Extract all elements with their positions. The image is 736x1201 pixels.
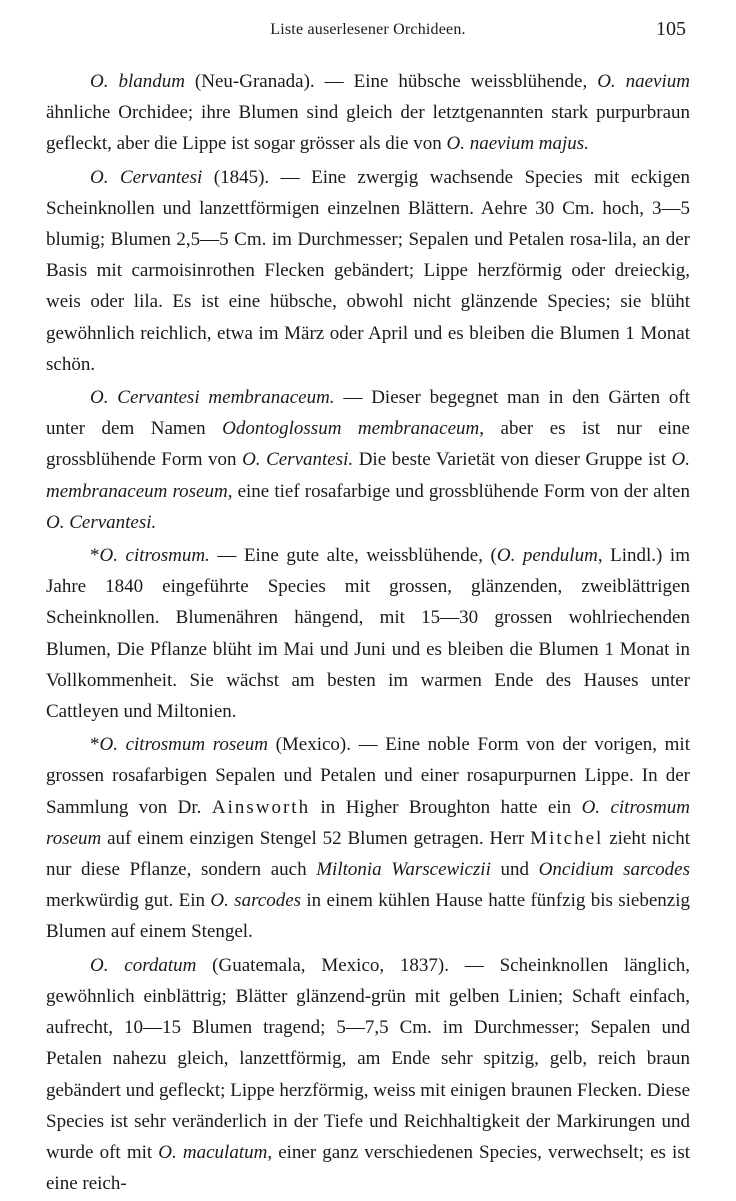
- text-run: zieht nicht nur diese Pflanze, sondern auch: [46, 827, 690, 881]
- text-run: , eine tief rosafarbige und grossblühende Form von der alten: [227, 480, 690, 502]
- italic-name: Oncidium sarcodes: [538, 859, 691, 881]
- paragraph-o-cervantesi-membranaceum: [46, 382, 690, 538]
- text-run: ähnliche Orchidee; ihre Blumen sind gleich der letztgenannten stark purpurbraun gefleckt, aber die Lippe ist sogar grösser als die von: [46, 102, 690, 155]
- text-run: Die beste Varietät von dieser Gruppe ist: [353, 449, 672, 471]
- page-number: 105: [656, 18, 686, 40]
- italic-name: O. maculatum: [158, 1141, 268, 1163]
- paragraph-o-blandum: [46, 66, 690, 160]
- italic-name: O. naevium: [597, 71, 690, 92]
- italic-name: O. sarcodes: [210, 890, 302, 912]
- italic-name: O. cordatum: [90, 954, 197, 976]
- text-run: , Lindl.) im Jahre 1840 eingeführte Species mit grossen, glänzenden, zweiblättrigen Scheinknollen. Blumenähren hängend, mit 15—30 grossen wohlriechenden Blumen, Die Pflanze blüht im Mai und Juni und es bleiben die Blumen 1 Monat in Vollkommenheit. Sie wächst am besten im warmen Ende des Hauses unter Cattleyen und Miltonien.: [46, 545, 690, 723]
- paragraph-o-citrosmum: [46, 540, 690, 727]
- text-run: — Dieser begegnet man in den Gärten oft unter dem Namen: [46, 387, 690, 440]
- italic-name: O. membranaceum roseum: [46, 449, 690, 502]
- text-run: — Eine gute alte, weissblühende, (: [209, 545, 497, 567]
- text-run: , einer ganz verschiedenen Species, verwechselt; es ist eine reich-: [46, 1141, 690, 1195]
- text-run: *: [90, 734, 100, 756]
- spaced-name: Mitchel: [530, 827, 604, 849]
- italic-name: O. naevium majus.: [446, 133, 589, 155]
- italic-name: O. citrosmum roseum: [46, 796, 690, 849]
- paragraph-o-citrosmum-roseum: [46, 729, 690, 947]
- text-run: (Mexico). — Eine noble Form von der vorigen, mit grossen rosafarbigen Sepalen und Petalen und einer rosapurpurnen Lippe. In der Sammlung von Dr.: [46, 734, 690, 818]
- paragraph-o-cervantesi: [46, 162, 690, 380]
- text-run: (1845). — Eine zwergig wachsende Species mit eckigen Scheinknollen und lanzettförmigen einzelnen Blättern. Aehre 30 Cm. hoch, 3—5 blumig; Blumen 2,5—5 Cm. im Durchmesser; Sepalen und Petalen rosa-lila, an der Basis mit carmoisinrothen Flecken gebändert; Lippe herzförmig oder dreieckig, weis oder lila. Es ist eine hübsche, obwohl nicht glänzende Species; sie blüht gewöhnlich reichlich, etwa im März oder April und es bleiben die Blumen 1 Monat schön.: [46, 166, 691, 375]
- text-run: in Higher Broughton hatte ein: [310, 796, 582, 818]
- italic-name: O. Cervantesi membranaceum.: [90, 387, 335, 409]
- text-run: merkwürdig gut. Ein: [46, 890, 211, 912]
- italic-name: O. Cervantesi.: [46, 511, 157, 533]
- italic-name: O. citrosmum roseum: [99, 734, 268, 756]
- italic-name: O. citrosmum.: [99, 545, 210, 567]
- running-head: [46, 18, 690, 48]
- text-run: (Guatemala, Mexico, 1837). — Scheinknollen länglich, gewöhnlich einblättrig; Blätter glänzend-grün mit gelben Linien; Schaft einfach, aufrecht, 10—15 Blumen tragend; 5—7,5 Cm. im Durchmesser; Sepalen und Petalen nahezu gleich, lanzettförmig, am Ende sehr spitzig, gelb, reich braun gebändert und gefleckt; Lippe herzförmig, weiss mit einigen braunen Flecken. Diese Species ist sehr veränderlich in der Tiefe und Reichhaltigkeit der Markirungen und wurde oft mit: [46, 954, 691, 1163]
- spaced-name: Ainsworth: [211, 796, 311, 818]
- italic-name: Miltonia Warscewiczii: [316, 859, 491, 881]
- text-run: in einem kühlen Hause hatte fünfzig bis siebenzig Blumen auf einem Stengel.: [46, 890, 690, 943]
- text-run: (Neu-Granada). — Eine hübsche weissblühende,: [184, 71, 598, 92]
- text-run: *: [90, 545, 100, 567]
- italic-name: O. blandum: [90, 71, 185, 92]
- body-text: [46, 66, 690, 1199]
- text-run: auf einem einzigen Stengel 52 Blumen getragen. Herr: [101, 827, 531, 849]
- italic-name: Odontoglossum membranaceum: [222, 418, 480, 440]
- italic-name: O. Cervantesi: [90, 166, 203, 188]
- text-run: , aber es ist nur eine grossblühende Form von: [46, 418, 690, 471]
- italic-name: O. Cervantesi.: [242, 449, 354, 471]
- book-page: [46, 18, 690, 1201]
- text-run: und: [490, 859, 539, 881]
- paragraph-o-cordatum: [46, 950, 690, 1200]
- italic-name: O. pendulum: [496, 545, 598, 567]
- running-title: Liste auserlesener Orchideen.: [270, 21, 466, 38]
